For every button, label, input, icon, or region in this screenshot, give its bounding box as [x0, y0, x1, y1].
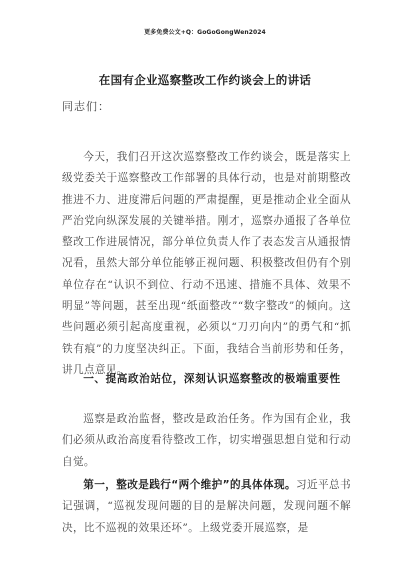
document-title: 在国有企业巡察整改工作约谈会上的讲话	[98, 73, 312, 87]
paragraph-section-1: 巡察是政治监督，整改是政治任务。作为国有企业，我们必须从政治高度看待整改工作，切实增强思想自觉和行动自觉。	[62, 413, 351, 468]
point-1-lead: 第一，整改是践行“两个维护”的具体体现。	[83, 479, 297, 491]
salutation: 同志们：	[62, 100, 110, 113]
paragraph-point-1	[62, 475, 351, 539]
paragraph-intro: 今天，我们召开这次巡察整改工作约谈会，既是落实上级党委关于巡察整改工作部署的具体行动，也是对前期整改推进不力、进度滞后问题的严肃提醒，更是推动企业全面从严治党向纵深发展的关键举措。刚才，巡察办通报了各单位整改工作进展情况，部分单位负责人作了表态发言从通报情况看，虽然大部分单位能够正视问题、积极整改但仍有个别单位存在“认识不到位、行动不迅速、措施不具体、效果不明显”等问题，甚至出现“纸面整改”“数字整改”的倾向。这些问题必须引起高度重视，必须以“刀刃向内”的勇气和“抓铁有痕”的力度坚决纠正。下面，我结合当前形势和任务，讲几点意见。	[62, 151, 351, 376]
point-1-body: 习近平总书记强调，“巡视发现问题的目的是解决问题，发现问题不解决，比不巡视的效果还坏”。上级党委开展巡察，是	[62, 479, 351, 534]
header-note: 更多免费公文+Q：GoGoGongWen2024	[144, 29, 266, 36]
section-heading-1: 一、提高政治站位，深刻认识巡察整改的极端重要性	[83, 373, 341, 385]
